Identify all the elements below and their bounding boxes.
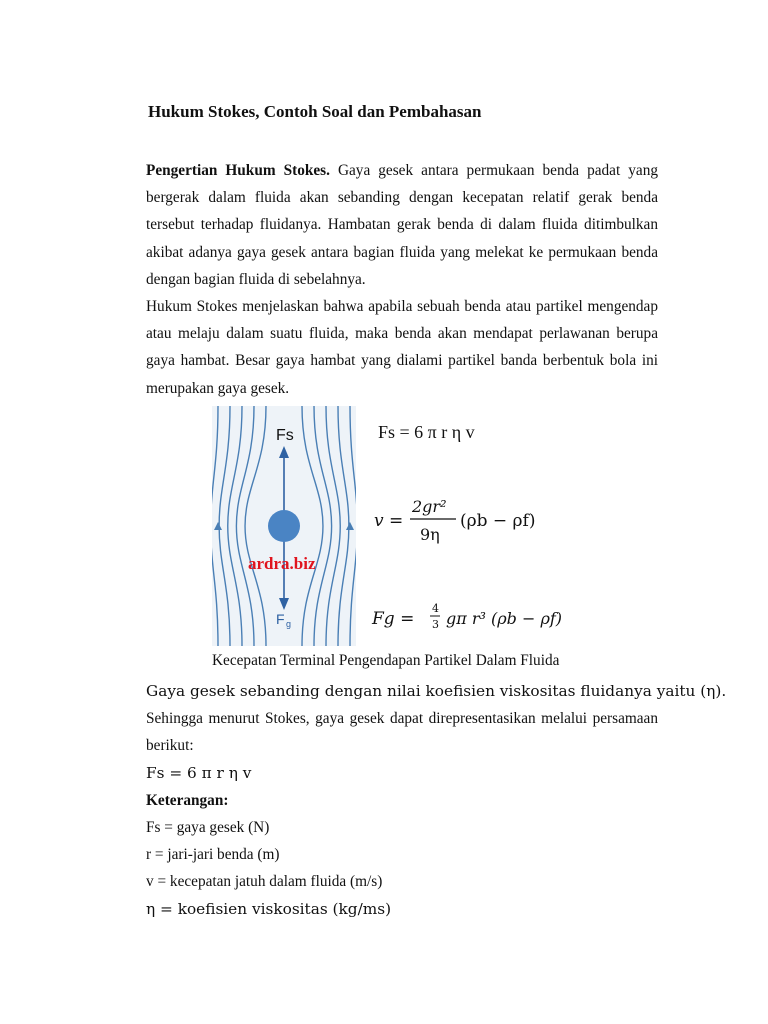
figure-caption: Kecepatan Terminal Pengendapan Partikel Dalam Fluida <box>212 652 560 669</box>
formula-stokes: Fs = 6 π r η v <box>378 422 475 442</box>
definition-eta: η = koefisien viskositas (kg/ms) <box>146 899 392 918</box>
stokes-paragraph: Hukum Stokes menjelaskan bahwa apabila sebuah benda atau partikel mengendap atau melaju dalam suatu fluida, maka benda akan mendapat perlawanan berupa gaya hambat. Besar gaya hambat yang dialami partikel banda berbentuk bola ini merupakan gaya gesek. <box>146 298 658 397</box>
formula-v-numerator: 2gr² <box>412 497 447 516</box>
stokes-figure <box>212 406 598 646</box>
fg-label-subscript: g <box>286 619 292 629</box>
representation-sentence: Sehingga menurut Stokes, gaya gesek dapat direpresentasikan melalui persamaan berikut: <box>146 710 658 755</box>
flow-lines-svg <box>212 406 356 646</box>
fs-label: Fs <box>276 427 294 444</box>
sphere-particle <box>268 510 300 542</box>
formula-fg-lhs: Fg = <box>372 609 415 629</box>
definition-r: r = jari-jari benda (m) <box>146 846 280 864</box>
intro-paragraph <box>146 157 658 293</box>
stokes-equation: Fs = 6 π r η v <box>146 763 252 782</box>
viscosity-sentence: Gaya gesek sebanding dengan nilai koefisien viskositas fluidanya yaitu (η). <box>146 682 727 700</box>
formulas-svg <box>364 406 598 646</box>
formula-panel <box>364 406 598 646</box>
watermark: ardra.biz <box>248 554 316 573</box>
formula-v-rhs: (ρb − ρf) <box>460 511 536 531</box>
fg-label: F <box>276 611 285 627</box>
intro-lead: Pengertian Hukum Stokes. <box>146 162 330 179</box>
keterangan-label: Keterangan: <box>146 791 229 809</box>
flow-diagram <box>212 406 356 646</box>
intro-text: Gaya gesek antara permukaan benda padat yang bergerak dalam fluida akan sebanding dengan kecepatan relatif gerak benda tersebut terhadap fluidanya. Hambatan gerak benda di dalam fluida ditimbulkan akibat adanya gaya gesek antara bagian fluida yang melekat ke permukaan benda dengan bagian fluida di sebelahnya. <box>146 162 658 288</box>
definition-v: v = kecepatan jatuh dalam fluida (m/s) <box>146 873 383 891</box>
formula-fg-frac-den: 3 <box>432 618 439 631</box>
formula-fg-rhs: gπ r³ (ρb − ρf) <box>446 609 563 628</box>
definitions-section <box>146 678 727 923</box>
intro-section <box>146 157 658 402</box>
formula-fg-frac-num: 4 <box>432 602 439 615</box>
formula-v-lhs: v = <box>374 511 404 531</box>
formula-v-denominator: 9η <box>420 525 440 544</box>
definition-fs: Fs = gaya gesek (N) <box>146 819 270 837</box>
document-title: Hukum Stokes, Contoh Soal dan Pembahasan <box>148 102 482 121</box>
